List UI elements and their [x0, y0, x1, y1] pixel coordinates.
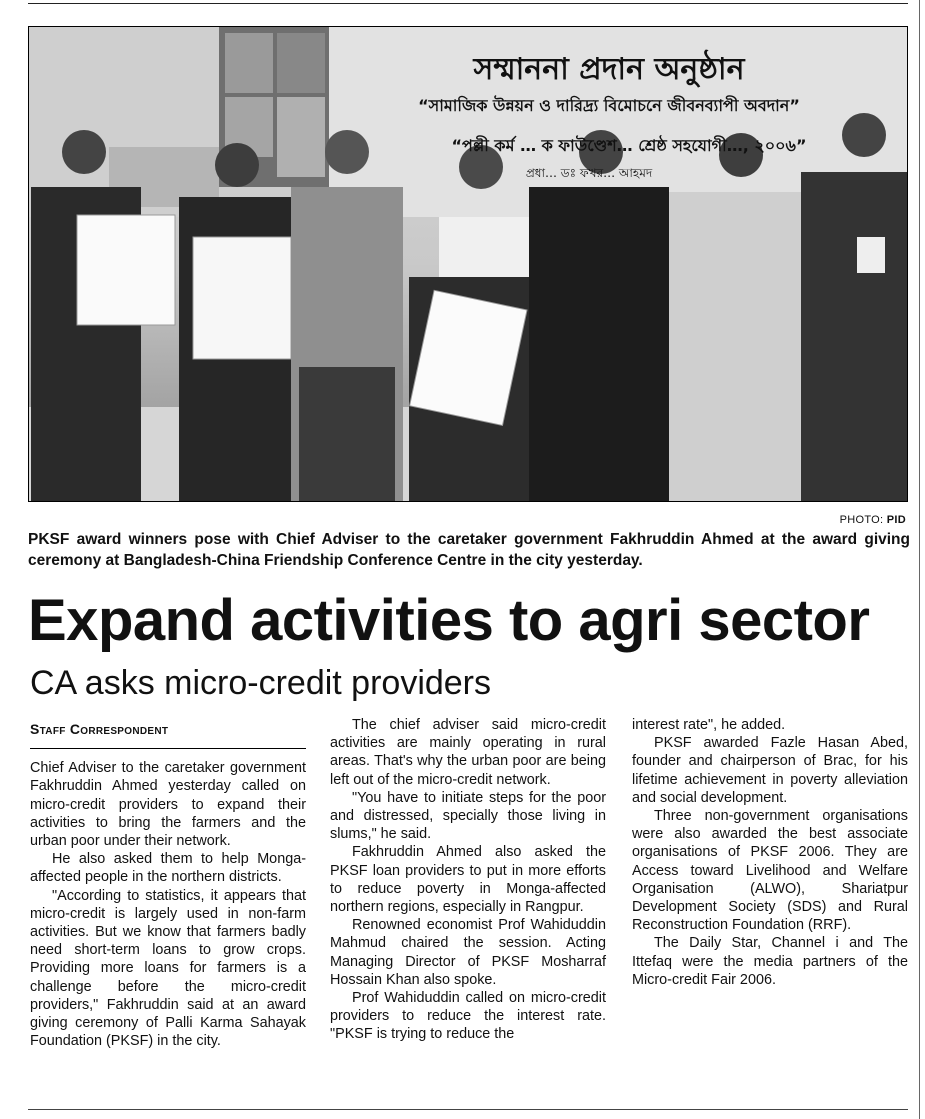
article-column-3 [632, 716, 908, 989]
photo-credit-label: PHOTO: [839, 514, 884, 526]
paragraph: interest rate", he added. [632, 717, 786, 733]
subheadline: CA asks micro-credit providers [30, 664, 492, 702]
news-photo [28, 26, 908, 502]
paragraph: The Daily Star, Channel i and The Ittefaq were the media partners of the Micro-credit Fair 2006. [632, 935, 908, 988]
paragraph: Fakhruddin Ahmed also asked the PKSF loan providers to put in more efforts to reduce poverty in Monga-affected northern regions, especially in Rangpur. [330, 844, 606, 916]
photo-banner-title: সম্মাননা প্রদান অনুষ্ঠান [473, 52, 745, 87]
photo-banner-line2: “পল্লী কর্ম … ক ফাউণ্ডেশ… শ্রেষ্ঠ সহযোগী…, ২০০৬” [451, 136, 807, 155]
top-rule [28, 3, 908, 4]
article-column-1 [30, 716, 306, 1050]
photo-banner-line1: “সামাজিক উন্নয়ন ও দারিদ্র্য বিমোচনে জীবনব্যাপী অবদান” [418, 96, 800, 115]
paragraph: He also asked them to help Monga-affected people in the northern districts. [30, 851, 306, 886]
column-divider-right [919, 0, 920, 1119]
photo-credit [760, 514, 906, 526]
paragraph: Three non-government organisations were also awarded the best associate organisations of PKSF 2006. They are Access toward Livelihood and Welfare Organisation (ALWO), Shariatpur Development Society (SDS) and Rural Reconstruction Foundation (RRF). [632, 808, 908, 934]
photo-caption: PKSF award winners pose with Chief Adviser to the caretaker government Fakhruddin Ahmed at the award giving ceremony at Bangladesh-China Friendship Conference Centre in the city yesterday. [28, 531, 910, 569]
paragraph: Renowned economist Prof Wahiduddin Mahmud chaired the session. Acting Managing Director of PKSF Mosharraf Hossain Khan also spoke. [330, 917, 606, 988]
photo-banner-line3: প্রধা… ডঃ ফখর… আহমদ [525, 166, 653, 180]
paragraph: PKSF awarded Fazle Hasan Abed, founder and chairperson of Brac, for his lifetime achievement in poverty alleviation and social development. [632, 735, 908, 806]
article-column-2 [330, 716, 606, 1044]
paragraph: "According to statistics, it appears that micro-credit is largely used in non-farm activities. But we know that farmers badly need short-term loans to grow crops. Providing more loans for farmers is a challenge before the micro-credit providers," Fakhruddin said at an award giving ceremony of Palli Karma Sahayak Foundation (PKSF) in the city. [30, 887, 306, 1050]
paragraph: "You have to initiate steps for the poor and distressed, specially those living in slums," he said. [330, 789, 606, 843]
paragraph: Prof Wahiduddin called on micro-credit providers to reduce the interest rate. "PKSF is trying to reduce the [330, 990, 606, 1043]
bottom-rule [28, 1109, 908, 1110]
paragraph: Chief Adviser to the caretaker government Fakhruddin Ahmed yesterday called on micro-credit providers to expand their activities to bring the farmers and the urban poor under their network. [30, 760, 306, 850]
photo-credit-source: PID [886, 514, 906, 526]
byline: Staff Correspondent [30, 720, 306, 749]
headline: Expand activities to agri sector [28, 588, 870, 653]
paragraph: The chief adviser said micro-credit activities are mainly operating in rural areas. That's why the urban poor are being left out of the micro-credit network. [330, 717, 606, 788]
